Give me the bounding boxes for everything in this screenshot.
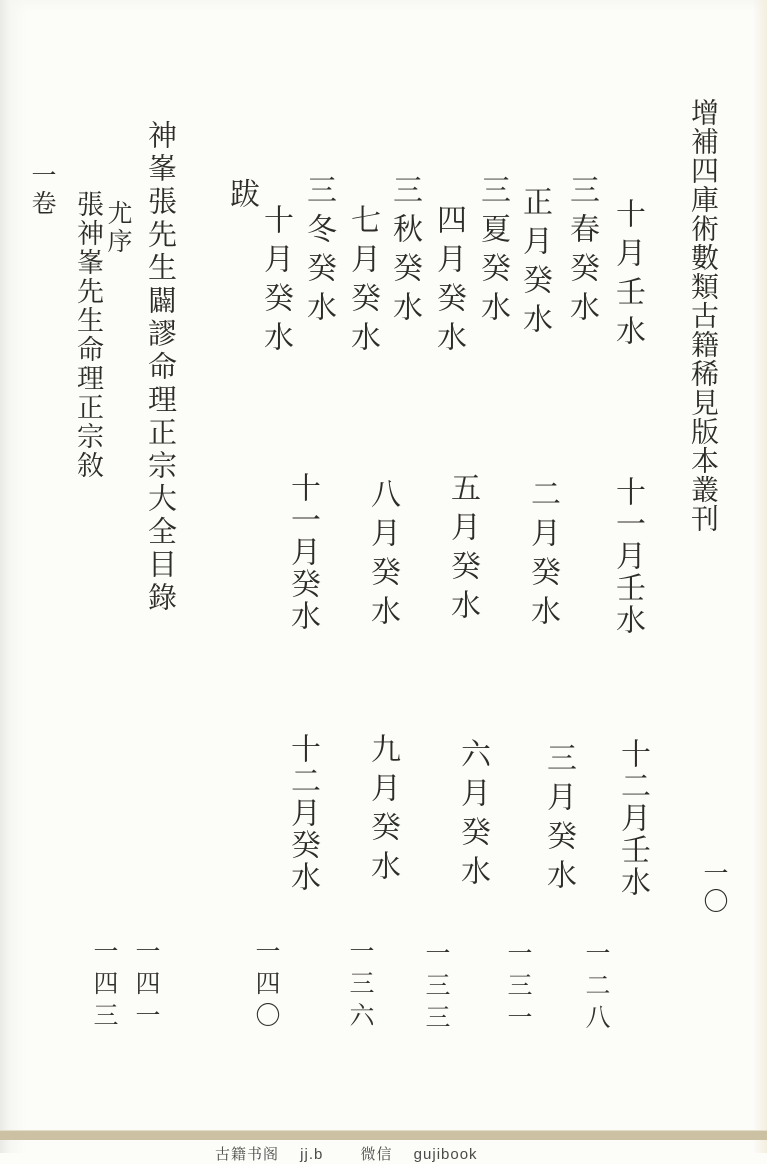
- series-title: 增補四庫術數類古籍稀見版本叢刊: [687, 98, 720, 533]
- page-number: 一四一: [132, 938, 161, 1034]
- toc-entry: 三月癸水: [541, 742, 576, 898]
- page-number: 一二八: [582, 940, 611, 1036]
- page-number: 一三六: [346, 938, 375, 1034]
- toc-entry: 十一月壬水: [610, 476, 645, 636]
- toc-entry: 十二月癸水: [285, 733, 320, 893]
- toc-entry: 十一月癸水: [285, 472, 320, 632]
- toc-entry: 四月癸水: [431, 204, 466, 360]
- toc-entry: 二月癸水: [525, 478, 560, 634]
- page-number: 一三一: [504, 940, 533, 1036]
- watermark-text: 古籍书阁 jj.b 微信 gujibook: [215, 1146, 478, 1163]
- volume-entry: 一卷: [28, 162, 57, 218]
- page-number: 一四〇: [252, 938, 281, 1034]
- page-number: 一三三: [422, 940, 451, 1036]
- toc-entry: 十二月壬水: [615, 738, 650, 898]
- toc-entry: 正月癸水: [517, 186, 552, 342]
- catalog-title: 神峯張先生闢謬命理正宗大全目錄: [144, 120, 178, 615]
- toc-entry: 三冬癸水: [301, 174, 336, 330]
- toc-entry: 五月癸水: [445, 472, 480, 628]
- preface-entry: 尤序: [104, 200, 133, 256]
- scan-edge-band: [0, 1130, 767, 1140]
- toc-entry-postface: 跋: [224, 178, 259, 217]
- toc-entry: 十月癸水: [258, 204, 293, 360]
- toc-entry: 三夏癸水: [475, 174, 510, 330]
- toc-entry: 十月壬水: [610, 198, 645, 354]
- page-number: 一四三: [90, 938, 119, 1034]
- toc-entry: 三秋癸水: [387, 174, 422, 330]
- toc-entry: 三春癸水: [564, 174, 599, 330]
- toc-entry: 九月癸水: [365, 733, 400, 889]
- xu-title-entry: 張神峯先生命理正宗敘: [72, 190, 103, 480]
- toc-entry: 八月癸水: [365, 478, 400, 634]
- toc-entry: 六月癸水: [455, 738, 490, 894]
- folio-number: 一〇: [700, 860, 729, 916]
- toc-entry: 七月癸水: [345, 204, 380, 360]
